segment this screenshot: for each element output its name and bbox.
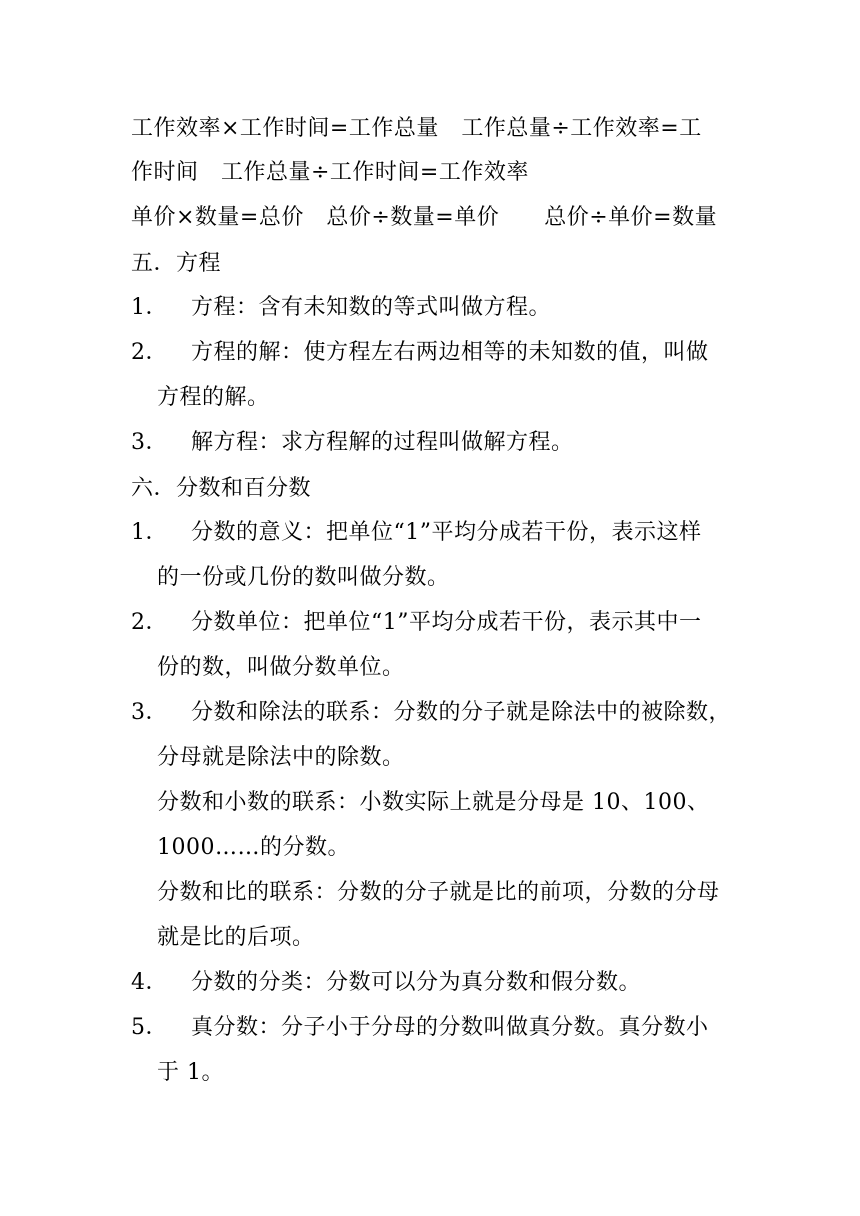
section-heading-fractions: 六．分数和百分数 bbox=[131, 476, 312, 501]
list-item bbox=[131, 293, 551, 323]
item-number: 3． bbox=[131, 430, 168, 455]
item-number: 2． bbox=[131, 340, 168, 365]
item-number: 3． bbox=[131, 700, 168, 725]
item-text: 解方程：求方程解的过程叫做解方程。 bbox=[191, 430, 574, 455]
paragraph-ratio-line-1: 分数和比的联系：分数的分子就是比的前项，分数的分母 bbox=[157, 880, 720, 905]
item-text: 分数的分类：分数可以分为真分数和假分数。 bbox=[191, 970, 642, 995]
paragraph-decimal-line-2: 1000……的分数。 bbox=[157, 835, 350, 860]
item-text: 分数的意义：把单位“1”平均分成若干份，表示这样 bbox=[191, 520, 702, 545]
formula-line-3: 单价×数量=总价 总价÷数量=单价 总价÷单价=数量 bbox=[131, 205, 718, 230]
list-item bbox=[131, 968, 641, 998]
item-text: 方程的解：使方程左右两边相等的未知数的值，叫做 bbox=[191, 340, 709, 365]
item-number: 1． bbox=[131, 520, 168, 545]
list-item bbox=[131, 1013, 709, 1043]
formula-line-1: 工作效率×工作时间=工作总量 工作总量÷工作效率=工 bbox=[131, 116, 702, 141]
item-text: 方程：含有未知数的等式叫做方程。 bbox=[191, 295, 552, 320]
item-number: 1． bbox=[131, 295, 168, 320]
formula-line-2: 作时间 工作总量÷工作时间=工作效率 bbox=[131, 160, 529, 185]
item-text: 真分数：分子小于分母的分数叫做真分数。真分数小 bbox=[191, 1015, 709, 1040]
list-item-continuation: 于 1。 bbox=[157, 1060, 224, 1085]
list-item-continuation: 份的数，叫做分数单位。 bbox=[157, 655, 405, 680]
item-text: 分数单位：把单位“1”平均分成若干份，表示其中一 bbox=[191, 610, 702, 635]
list-item bbox=[131, 338, 709, 368]
list-item bbox=[131, 608, 702, 638]
item-number: 5． bbox=[131, 1015, 168, 1040]
list-item-continuation: 分母就是除法中的除数。 bbox=[157, 745, 405, 770]
paragraph-ratio-line-2: 就是比的后项。 bbox=[157, 925, 315, 950]
item-number: 2． bbox=[131, 610, 168, 635]
paragraph-decimal-line-1: 分数和小数的联系：小数实际上就是分母是 10、100、 bbox=[157, 790, 710, 815]
list-item-continuation: 的一份或几份的数叫做分数。 bbox=[157, 565, 450, 590]
section-heading-equation: 五．方程 bbox=[131, 251, 222, 276]
list-item bbox=[131, 428, 574, 458]
list-item-continuation: 方程的解。 bbox=[157, 385, 270, 410]
item-number: 4． bbox=[131, 970, 168, 995]
list-item bbox=[131, 518, 702, 548]
item-text: 分数和除法的联系：分数的分子就是除法中的被除数， bbox=[191, 700, 732, 725]
list-item bbox=[131, 698, 731, 728]
